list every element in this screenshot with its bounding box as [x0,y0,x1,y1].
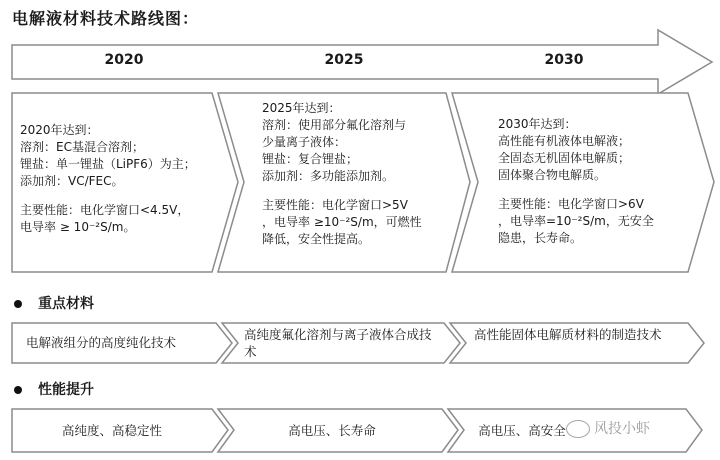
section-key-materials [14,293,94,313]
column-line: 高性能有机液体电解液； [498,134,631,148]
material-item-1: 电解液组分的高度纯化技术 [26,335,177,350]
column-line: 主要性能：电化学窗口>5V [262,198,408,212]
column-line: 添加剂：多功能添加剂。 [262,169,395,183]
column-line: 溶剂：使用部分氟化溶剂与 [262,118,407,132]
performance-item-3: 高电压、高安全 [478,423,566,438]
column-line: 锂盐：单一锂盐（LiPF6）为主； [20,157,196,171]
column-line: 主要性能：电化学窗口>6V [498,197,644,211]
column-line [262,185,422,197]
material-item-2: 高纯度氟化溶剂与离子液体合成技术 [244,327,432,359]
watermark [566,418,650,438]
page-title: 电解液材料技术路线图： [12,9,200,28]
column-line: 隐患，长寿命。 [498,231,583,245]
material-item-3: 高性能固体电解质材料的制造技术 [474,327,662,342]
column-2020-text [20,122,196,236]
column-line [20,190,196,202]
column-line: 2025年达到： [262,101,341,115]
column-line: 主要性能：电化学窗口<4.5V， [20,203,190,217]
column-line: 少量离子液体： [262,135,347,149]
performance-item-1: 高纯度、高稳定性 [61,423,162,438]
section-key-materials-label: 重点材料 [38,296,94,312]
bullet-icon [14,386,22,394]
column-line [498,184,654,196]
year-2020: 2020 [104,52,144,68]
column-line: 2020年达到： [20,123,99,137]
section-performance [14,379,94,399]
column-line: 添加剂：VC/FEC。 [20,174,124,188]
watermark-text: 风投小虾 [594,421,650,437]
bullet-icon [14,300,22,308]
column-line: 全固态无机固体电解质； [498,151,631,165]
column-line: 2030年达到： [498,117,577,131]
column-2025-text [262,100,422,248]
year-2025: 2025 [324,52,364,68]
column-line: 锂盐：复合锂盐； [262,152,359,166]
year-2030: 2030 [544,52,584,68]
performance-item-2: 高电压、长寿命 [288,423,376,438]
column-line: ，电导率 ≥10⁻²S/m，可燃性 [262,215,422,229]
column-line: 固体聚合物电解质。 [498,168,607,182]
column-line: 溶剂：EC基混合溶剂； [20,140,144,154]
column-line: ，电导率=10⁻²S/m，无安全 [498,214,654,228]
column-line: 电导率 ≥ 10⁻²S/m。 [20,220,136,234]
wechat-icon [566,420,590,438]
section-performance-label: 性能提升 [38,382,94,398]
column-2030-text [498,116,654,247]
column-line: 降低，安全性提高。 [262,232,371,246]
